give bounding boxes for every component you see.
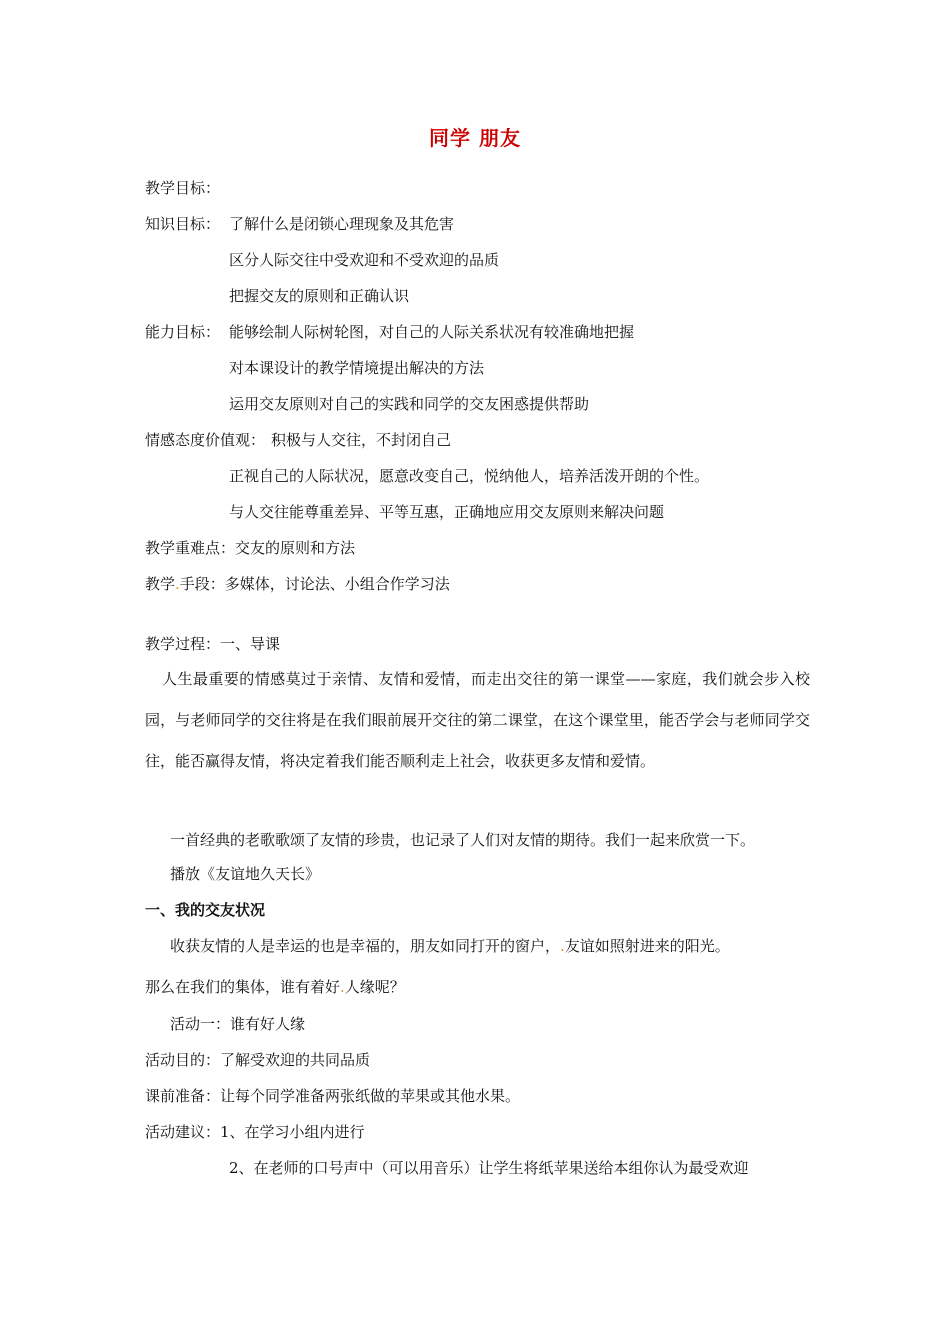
page-title: 同学 朋友 [429, 126, 521, 150]
knowledge-item: 把握交友的原则和正确认识 [229, 287, 410, 305]
activity-title: 活动一：谁有好人缘 [170, 1015, 306, 1033]
ability-item: 对本课设计的教学情境提出解决的方法 [229, 359, 485, 377]
key-points: 教学重难点：交友的原则和方法 [145, 539, 356, 557]
paragraph-part: 人缘呢？ [344, 978, 405, 996]
attitude-item: 正视自己的人际状况，愿意改变自己，悦纳他人，培养活泼开朗的个性。 [229, 467, 710, 485]
paragraph-part: 收获友情的人是幸运的也是幸福的，朋友如同打开的窗户， [170, 937, 561, 955]
intro-paragraph: 人生最重要的情感莫过于亲情、友情和爱情，而走出交往的第一课堂——家庭，我们就会步入校园，与老师同学的交往将是在我们眼前展开交往的第二课堂，在这个课堂里，能否学会与老师同学交往，能否赢得友情，将决定着我们能否顺利走上社会，收获更多友情和爱情。 [145, 670, 810, 770]
highlight-dot: . [175, 575, 180, 593]
activity-purpose: 活动目的：了解受欢迎的共同品质 [145, 1051, 371, 1069]
ability-label: 能力目标： [145, 323, 221, 341]
section-paragraph-line [170, 936, 730, 956]
song-line: 一首经典的老歌歌颂了友情的珍贵，也记录了人们对友情的期待。我们一起来欣赏一下。 [170, 831, 756, 849]
attitude-item: 积极与人交往，不封闭自己 [271, 431, 452, 449]
attitude-item: 与人交往能尊重差异、平等互惠，正确地应用交友原则来解决问题 [229, 503, 665, 521]
teaching-means [145, 574, 450, 594]
highlight-dot: . [340, 978, 345, 996]
objectives-heading: 教学目标： [145, 179, 221, 197]
activity-suggestion: 活动建议：1、在学习小组内进行 [145, 1123, 365, 1141]
activity-preparation: 课前准备：让每个同学准备两张纸做的苹果或其他水果。 [145, 1087, 521, 1105]
teaching-means-part: 手段：多媒体，讨论法、小组合作学习法 [179, 575, 450, 593]
paragraph-part: 友谊如照射进来的阳光。 [564, 937, 730, 955]
activity-suggestion: 2、在老师的口号声中（可以用音乐）让学生将纸苹果送给本组你认为最受欢迎 [229, 1159, 749, 1177]
knowledge-item: 了解什么是闭锁心理现象及其危害 [229, 215, 455, 233]
paragraph-part: 那么在我们的集体，谁有着好 [145, 978, 341, 996]
section-heading: 一、我的交友状况 [145, 901, 266, 919]
attitude-label: 情感态度价值观： [145, 431, 266, 449]
highlight-dot: . [560, 937, 565, 955]
ability-item: 能够绘制人际树轮图，对自己的人际关系状况有较准确地把握 [229, 323, 635, 341]
knowledge-label: 知识目标： [145, 215, 221, 233]
teaching-means-part: 教学 [145, 575, 176, 593]
knowledge-item: 区分人际交往中受欢迎和不受欢迎的品质 [229, 251, 500, 269]
process-heading: 教学过程：一、导课 [145, 635, 281, 653]
play-line: 播放《友谊地久天长》 [170, 865, 321, 883]
ability-item: 运用交友原则对自己的实践和同学的交友困惑提供帮助 [229, 395, 590, 413]
section-paragraph-line [145, 977, 405, 997]
